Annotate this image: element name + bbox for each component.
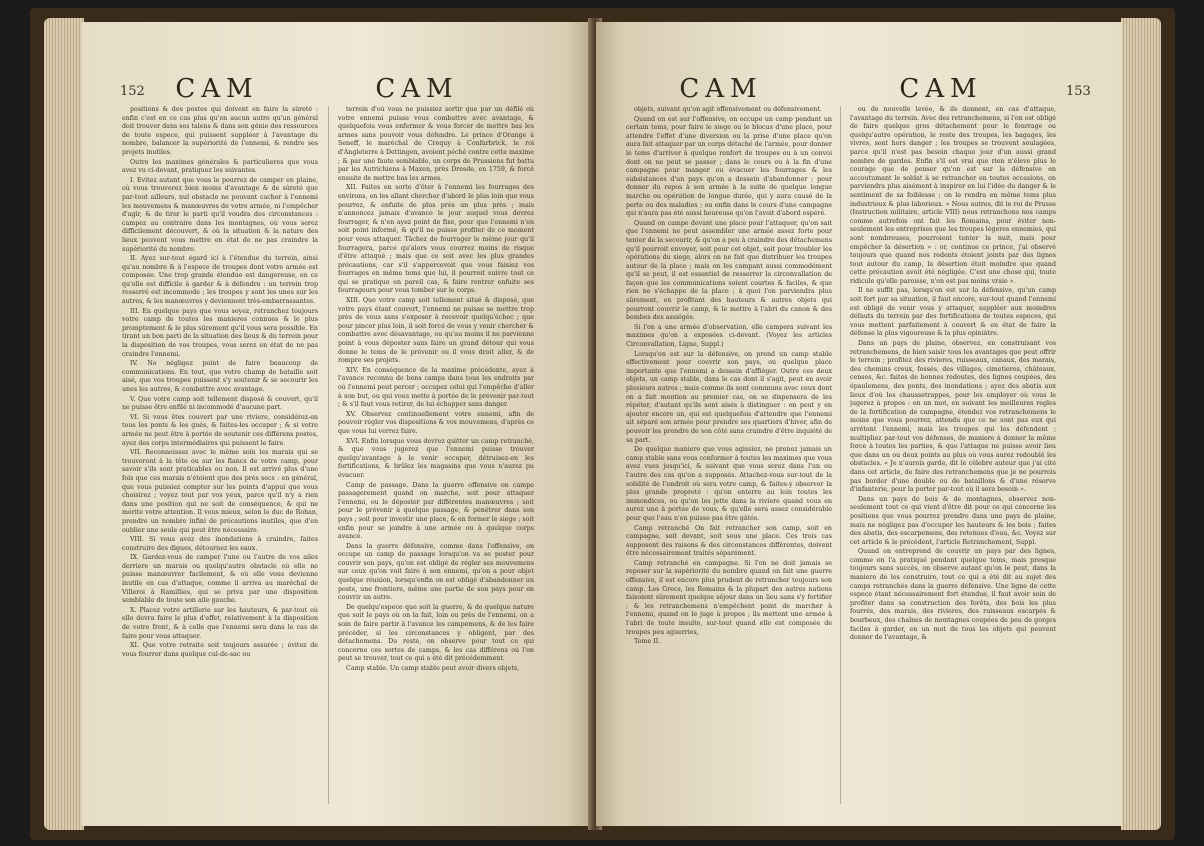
page-number: 153 bbox=[1066, 84, 1091, 99]
paragraph: VIII. Si vous avez des inondations à craindre, faites construire des digues, détournez les eaux. bbox=[122, 536, 318, 552]
paragraph: Quand on est sur l'offensive, on occupe un camp pendant un certain tems, pour faire le siege ou le blocus d'une place, pour attendre l'effet d'une diversion ou la prise d'une place qu'on aura fait attaquer par un corps détaché de l'armée, pour donner le tems d'arriver à quelque renfort de troupes ou à un convoi dont on ne peut se passer ; dans le cours ou à la fin d'une campagne pour manger ou évacuer les fourrages & les subsistances d'un pays qu'on a dessein d'abandonner ; pour donner du repos à son armée à la suite de quelque longue marche ou opération de longue durée, qui y aura causé de la perte ou des maladies ; ou enfin dans le cours d'une campagne qui n'aura pas été aussi heureuse qu'on l'avoit d'abord espéré. bbox=[626, 115, 832, 218]
paragraph: II. Ayez sur-tout égard ici à l'étendue du terrein, ainsi qu'au nombre & à l'espece de troupes dont votre armée est composée. Une trop grande étendue est dangereuse, en ce qu'elle est difficile à garder & à défendre : un terrein trop resserré est incommode ; les troupes y sont les unes sur les autres, & les manœuvres y deviennent très-embarrassantes. bbox=[122, 255, 318, 306]
paragraph: Lorsqu'on est sur la défensive, on prend un camp stable effectivement pour couvrir son pays, ou quelque place importante que l'ennemi a dessein d'affiéger. Outre ces deux objets, un camp stable, dans le cas dont il s'agit, peut en avoir plusieurs autres ; mais comme ils sont communs avec ceux dont on a fait mention au premier cas, on se dispensera de les répéter, d'autant qu'ils sont aisés à distinguer : on peut y en ajouter encore un, qui est quelquefois d'attendre que l'ennemi ait séparé son armée pour prendre ses quartiers d'hiver, afin de pouvoir les prendre de son côté sans craindre d'être inquiété de sa part. bbox=[626, 350, 832, 444]
text-column bbox=[338, 106, 534, 804]
paragraph: I. Evitez autant que vous le pourrez de camper en plaine, où vous trouverez bien moins d'avantage & de sûreté que par-tout ailleurs, nul obstacle ne pouvant cacher à l'ennemi les mouvemens & manœuvres de votre armée, ni l'empêcher d'agir, & de tirer le parti qu'il voudra des circonstances : campez au contraire dans les montagnes, où vous serez difficilement découvert, & où la situation & la nature des lieux peuvent vous mettre en état de ne pas craindre la supériorité du nombre. bbox=[122, 176, 318, 253]
left-page bbox=[82, 22, 592, 826]
right-page-header bbox=[596, 72, 1122, 104]
paragraph: V. Que votre camp soit tellement disposé & couvert, qu'il ne puisse être enfilé ni incommodé d'aucune part. bbox=[122, 395, 318, 412]
paragraph: terrein d'où vous ne puissiez sortir que par un défilé où votre ennemi puisse vous combattre avec avantage, & quelquefois vous enfermer & vous forcer de mettre bas les armes sans pouvoir vous défendre. Le prince d'Orange à Seneff, le maréchal de Crequy à Confarbrick, le roi d'Angleterre à Dettingen, avoient péché contre cette maxime ; & par une faute semblable, un corps de Prussiens fut battu par les Autrichiens à Maxen, près Dresde, en 1759, & forcé ensuite de mettre bas les armes. bbox=[338, 106, 534, 182]
paragraph: Camp retranché On fait retrancher son camp, soit en campagne, soit devant, soit sous une place. Ces trois cas supposent des raisons & des circonstances différentes, doivent être nécessairement traités séparément. bbox=[626, 524, 832, 558]
running-head: CAM bbox=[375, 74, 459, 104]
paragraph: ou de nouvelle levée, & ils donnent, en cas d'attaque, l'avantage du terrein. Avec des retranchemens, si l'on est obligé de faire quelque gros détachement pour le fourrage ou quelqu'autre opération, le reste des troupes, les bagages, les vivres, sont hors danger ; les troupes se trouvent soulagées, parce qu'il n'est pas besoin chaque jour d'un aussi grand nombre de gardes. Enfin s'il est vrai que rien n'éleve plus le courage que de penser qu'on est sur la défensive en accoutumant le soldat à se retrancher en toutes occasions, on parviendra plus aisément à inspirer en lui l'idée du danger & le sentiment de sa foiblesse ; on le rendra en même tems plus industrieux & plus laborieux. « Nous autres, dit le roi de Prusse (Instruction militaire, article VIII) nous retranchons nos camps comme autrefois ont fait les Romains, pour éviter non-seulement les entreprises que les troupes légeres ennemies, qui sont nombreuses, pourroient tenter la nuit, mais pour empêcher la désertion » : or, continue ce prince, j'ai observé toujours que quand nos redents étoient joints par des lignes tout autour du camp, la désertion étoit moindre que quand cette précaution avoit été négligée. C'est une chose qui, toute ridicule qu'elle paroisse, n'en est pas moins vraie ». bbox=[850, 106, 1056, 285]
paragraph: XII. Faites en sorte d'ôter à l'ennemi les fourrages des environs, en les allant chercher d'abord le plus loin que vous pourrez, & enfuite de plus près un plus près ; mais n'annoncez jamais d'avance le jour auquel vous devrez fourrager, & n'en ayez point de fixe, pour que l'ennemi n'en soit point informé, & qu'il ne puisse profiter de ce moment pour vous attaquer. Tâchez de fourrager le même jour qu'il fourragera, parce qu'alors vous courrez moins de risque d'être attaqué ; mais que ce soit avec les plus grandes précautions, car s'il s'appercevoit que vous faisiez vos fourrages en même tems que lui, il pourroit suivre tout ce qui se pratique en pareil cas, & faire rentrer enfuite ses fourrageurs pour vous tomber sur le corps. bbox=[338, 184, 534, 295]
column-rule bbox=[840, 106, 841, 804]
paragraph: Camp stable. Un camp stable peut avoir divers objets, bbox=[346, 665, 520, 672]
left-page-header bbox=[82, 72, 592, 104]
paragraph: Quand on campe devant une place pour l'attaquer, qu'on sait que l'ennemi ne peut assembler une armée assez forte pour tenter de la secourir, & qu'on a peu à craindre des détachemens qu'il pourroit envoyer, soit pour cet objet, soit pour troubler les opérations du siege, alors on ne fait que distribuer les troupes autour de la place ; mais on les campant aussi commodément qu'il se peut, il est essentiel de resserrer la circonvallation de façon que les communications soient courtes & faciles, & que rien ne s'échappe de la place ; à quoi l'on parviendra plus sûrement, en profitant des hauteurs & autres objets qui pourront couvrir le camp, & le mettre à l'abri du canon & des bombes des assiégés. bbox=[626, 219, 832, 322]
paragraph: XIV. En conséquence de la maxime précédente, ayez à l'avance reconnu de bons camps dans tous les endroits par où l'ennemi peut percer ; occupez celui qui l'empêche d'aller à son but, ou qui vous mette à portée de le prévenir par-tout ; & s'il faut vous retirer, de lui échapper sans danger. bbox=[338, 366, 534, 409]
text-column bbox=[122, 106, 318, 804]
paragraph: Dans un pays de plaine, observez, en construisant vos retranchemens, de bien saisir tous les avantages que peut offrir le terrein ; profitez des rivieres, ruisseaux, canaux, des marais, des chemins creux, fossés, des villages, cimetieres, châteaux, censes, &c. faites de bonnes redoutes, des lignes coupées, des épaulemens, des ponts, des inondations ; ayez des abatis aux lieux d'où les chaussetrappes, pour les employer où vous le jugerez à propos : en un mot, en suivant les meilleures regles de la fortification de campagne, étendez vos retranchemens le moins que vous pourrez, attendu que ce ne sont pas eux qui arrêtent l'ennemi, mais les troupes qui les défendent ; multipliez par-tout vos défenses, de maniere à donner la même force à toutes les parties, & que l'attaque ne puisse avoir lieu que dans un ou deux points au plus où vous aurez redoublé les obstacles. « Je n'aurois garde, dit le célebre auteur que j'ai cité dans cet article, de faire des retranchemens que je ne pourrois pas border d'une double ou de bataillons & d'une réserve d'infanterie, pour la porter par-tout où il sera besoin ». bbox=[850, 340, 1056, 494]
paragraph: objets, suivant qu'on agit offensivement ou défensivement. bbox=[634, 106, 822, 113]
book-spread bbox=[30, 8, 1175, 840]
text-column bbox=[626, 106, 832, 804]
paragraph: Quand on entreprend de couvrir un pays par des lignes, comme on l'a pratiqué pendant quelque tems, mais presque toujours sans succès, on observe autant qu'on le peut, dans la maniere de les construire, tout ce qui a été dit au sujet des camps retranchés dans la guerre défensive. Une ligne de cette espece étant nécessairement fort étendue, il faut avoir soin de profiter dans sa construction des forêts, des bois les plus fourrés, des marais, des rivieres, des ruisseaux escarpés & bourbeux, des chaînes de montagnes coupées de peu de gorges faciles à garder, en un mot de tous les objets qui peuvent donner de l'avantage, & bbox=[850, 548, 1056, 642]
text-column bbox=[850, 106, 1056, 804]
paragraph: XVI. Enfin lorsque vous devrez quitter un camp retranché, & que vous jugerez que l'ennemi puisse trouver quelqu'avantage à le venir occuper, détruisez-en les fortifications, & brûlez les magasins que vous n'aurez pu évacuer. bbox=[338, 437, 534, 479]
paragraph: De quelque maniere que vous agissiez, ne prenez jamais un camp stable sans vous conformer à toutes les maximes que vous avez vues jusqu'ici, & suivant que vous serez dans l'un ou l'autre des cas qu'on a supposés. Attachez-vous sur-tout de la solidité de l'endroit où sera votre camp, & faites-y observer la plus grande propreté : qu'on enterre au loin toutes les immondices, ou qu'on les jette dans la riviere quand vous en aurez une à portée de vous, & qu'elle sera assez considérable pour que l'eau n'en puisse pas être gâtée. bbox=[626, 446, 832, 522]
paragraph: Camp de passage. Dans la guerre offensive on campe passagerement quand on marche, soit pour attaquer l'ennemi, ou le déposter par différentes manœuvres ; soit pour le prévenir à quelque passage, & pénétrer dans son pays ; soit pour investir une place, & en former le siege ; soit enfin pour se joindre à une armée ou à quelque corps avancé. bbox=[338, 481, 534, 541]
paragraph: VI. Si vous êtes couvert par une riviere, considérez-en tous les ponts & les gués, & faites-les occuper ; & si votre armée ne peut être à portée de soutenir ces différens postes, ayez des corps intermédiaires qui puissent le faire. bbox=[122, 413, 318, 447]
running-head: CAM bbox=[679, 74, 763, 104]
paragraph: Il ne suffit pas, lorsqu'on est sur la défensive, qu'un camp soit fort par sa situation, il faut encore, sur-tout quand l'ennemi est obligé de venir vous y attaquer, suppléer aux moindres défauts du terrein par des fortifications de toutes especes, qui vous mettent parfaitement à couvert & en état de faire la défense la plus vigoureuse & la plus opiniâtre. bbox=[850, 287, 1056, 338]
running-head: CAM bbox=[899, 74, 983, 104]
paragraph: Tome II. bbox=[634, 638, 661, 646]
running-head: CAM bbox=[175, 74, 259, 104]
paragraph: XV. Observez continuellement votre ennemi, afin de pouvoir régler vos dispositions & vos mouvemens, d'après ce que vous lui verrez faire. bbox=[338, 410, 534, 435]
page-edges-right bbox=[1121, 18, 1161, 830]
right-page-columns bbox=[626, 106, 1066, 804]
paragraph: Dans un pays de bois & de montagnes, observez non-seulement tout ce qui vient d'être dit pour ce qui concerne les positions que vous pourrez prendre dans une pays de plaine, mais ne négligez pas d'occuper les hauteurs & les bois ; faites des abatis, des escarpemens, des retenues d'eau, &c. Voyez sur cet article & le précédent, l'article Retranchement, Suppl. bbox=[850, 495, 1056, 546]
page-number: 152 bbox=[120, 84, 145, 99]
paragraph: IX. Gardez-vous de camper l'une ou l'autre de vos ailes derriere un marais ou quelqu'autre obstacle où elle ne puisse manœuvrer facilement, & où elle vous devienne inutile en cas d'attaque, comme il arriva au maréchal de Villeroi à Ramillies, qui se priva par une disposition semblable de toute son aile gauche. bbox=[122, 554, 318, 605]
paragraph: Si l'on a une armée d'observation, elle campera suivant les maximes qu'on a exposées ci-devant. (Voyez les articles Circonvallation, Ligne, Suppl.) bbox=[626, 323, 832, 349]
paragraph: X. Placez votre artillerie sur les hauteurs, & par-tout où elle devra faire le plus d'effet, relativement à la disposition de votre front, & à celle que l'ennemi sera dans le cas de faire pour vous attaquer. bbox=[122, 606, 318, 640]
column-rule bbox=[328, 106, 329, 804]
paragraph: XI. Que votre retraite soit toujours assurée ; évitez de vous fourrer dans quelque cul-de-sac ou bbox=[122, 642, 318, 658]
paragraph: IV. Ne négligez point de faire beaucoup de communications. En tout, que votre champ de bataille soit aisé, que vos troupes puissent s'y soutenir & se secourir les unes les autres, & combattre avec avantage. bbox=[122, 360, 318, 393]
paragraph: XIII. Que votre camp soit tellement situé & disposé, que votre pays étant couvert, l'ennemi ne puisse se mettre trop près de vous sans s'exposer à recevoir quelqu'échec ; que pour pincer plus loin, il soit forcé de vous y venir chercher & combattre avec désavantage, ou qu'au moins il ne parvienne point à vous déposter sans faire un grand détour qui vous donne le tems de le prévenir ou il vous droit aller, & de rompre ses projets. bbox=[338, 297, 534, 365]
paragraph: III. En quelque pays que vous soyez, retranchez toujours votre camp de toutes les manieres connues & le plus promptement & le plus sûrement qu'il vous sera possible. En tirant un bon parti de la situation des lieux & du terrein pour la disposition de vos troupes, vous serez en état de ne pas craindre l'ennemi. bbox=[122, 307, 318, 358]
paragraph: Outre les maximes générales & particulieres que vous avez vu ci-devant, pratiquez les suivantes. bbox=[122, 158, 318, 175]
page-edges-left bbox=[44, 18, 84, 830]
paragraph: De quelqu'espece que soit la guerre, & de quelque nature que soit le pays où on la fait, loin ou près de l'ennemi, on a soin de faire partir à l'avance les campemens, & de les faire précéder, si les circonstances y obligent, par des détachemens. Du reste, on observe pour tout ce qui concerne ces sortes de camps, & les cas différens où l'on peut se trouver, tout ce qui a été dit précédemment. bbox=[338, 603, 534, 663]
left-page-columns bbox=[122, 106, 542, 804]
paragraph: Dans la guerre défensive, comme dans l'offensive, on occupe un camp de passage lorsqu'on va se poster pour couvrir son pays, qu'on est obligé de régler ses mouvemens sur ceux qu'on voit faire à son ennemi, qu'on a pour objet quelque réunion, lorsqu'enfin on est obligé d'abandonner un poste, une frontiere, même une partie de son pays pour en couvrir un autre. bbox=[338, 542, 534, 602]
paragraph: Camp retranché en campagne. Si l'on ne doit jamais se reposer sur la supériorité du nombre quand on fait une guerre offensive, il est encore plus prudent de retrancher toujours son camp. Les Grecs, les Romains & la plupart des autres nations faisoient sûrement quelque séjour dans un lieu sans s'y fortifier ; & les retranchemens n'empêchent point de marcher à l'ennemi, quand on le juge à propos ; ils mettent une armée à l'abri de toute insulte, sur-tout quand elle est composée de troupes peu aguerries, bbox=[626, 559, 832, 636]
paragraph: positions & des postes qui doivent en faire la sûreté : enfin c'est en ce cas plus qu'en aucun autre qu'un général doit trouver dans ses talens & dans son génie des ressources de toute espece, qui puissent suppléer à l'avantage du nombre, balancer la supériorité de l'ennemi, & rendre ses projets inutiles. bbox=[122, 106, 318, 156]
right-page bbox=[596, 22, 1122, 826]
paragraph: VII. Reconnoissez avec le même soin les marais qui se trouveront à la tête ou sur les flancs de votre camp, pour savoir s'ils sont praticables ou non. Il est arrivé plus d'une fois que ces marais n'étoient que des prés secs : en général, que vous puissiez compter sur les points d'appui que vous choisirez ; voyez tout par vos yeux, parce qu'il n'y a rien dans une position qui ne soit de conséquence, & qui ne mérite votre attention. Il vous mieux, selon le duc de Rohan, prendre un nombre infini de précautions inutiles, que d'en oublier une seule qui peut être nécessaire. bbox=[122, 449, 318, 534]
